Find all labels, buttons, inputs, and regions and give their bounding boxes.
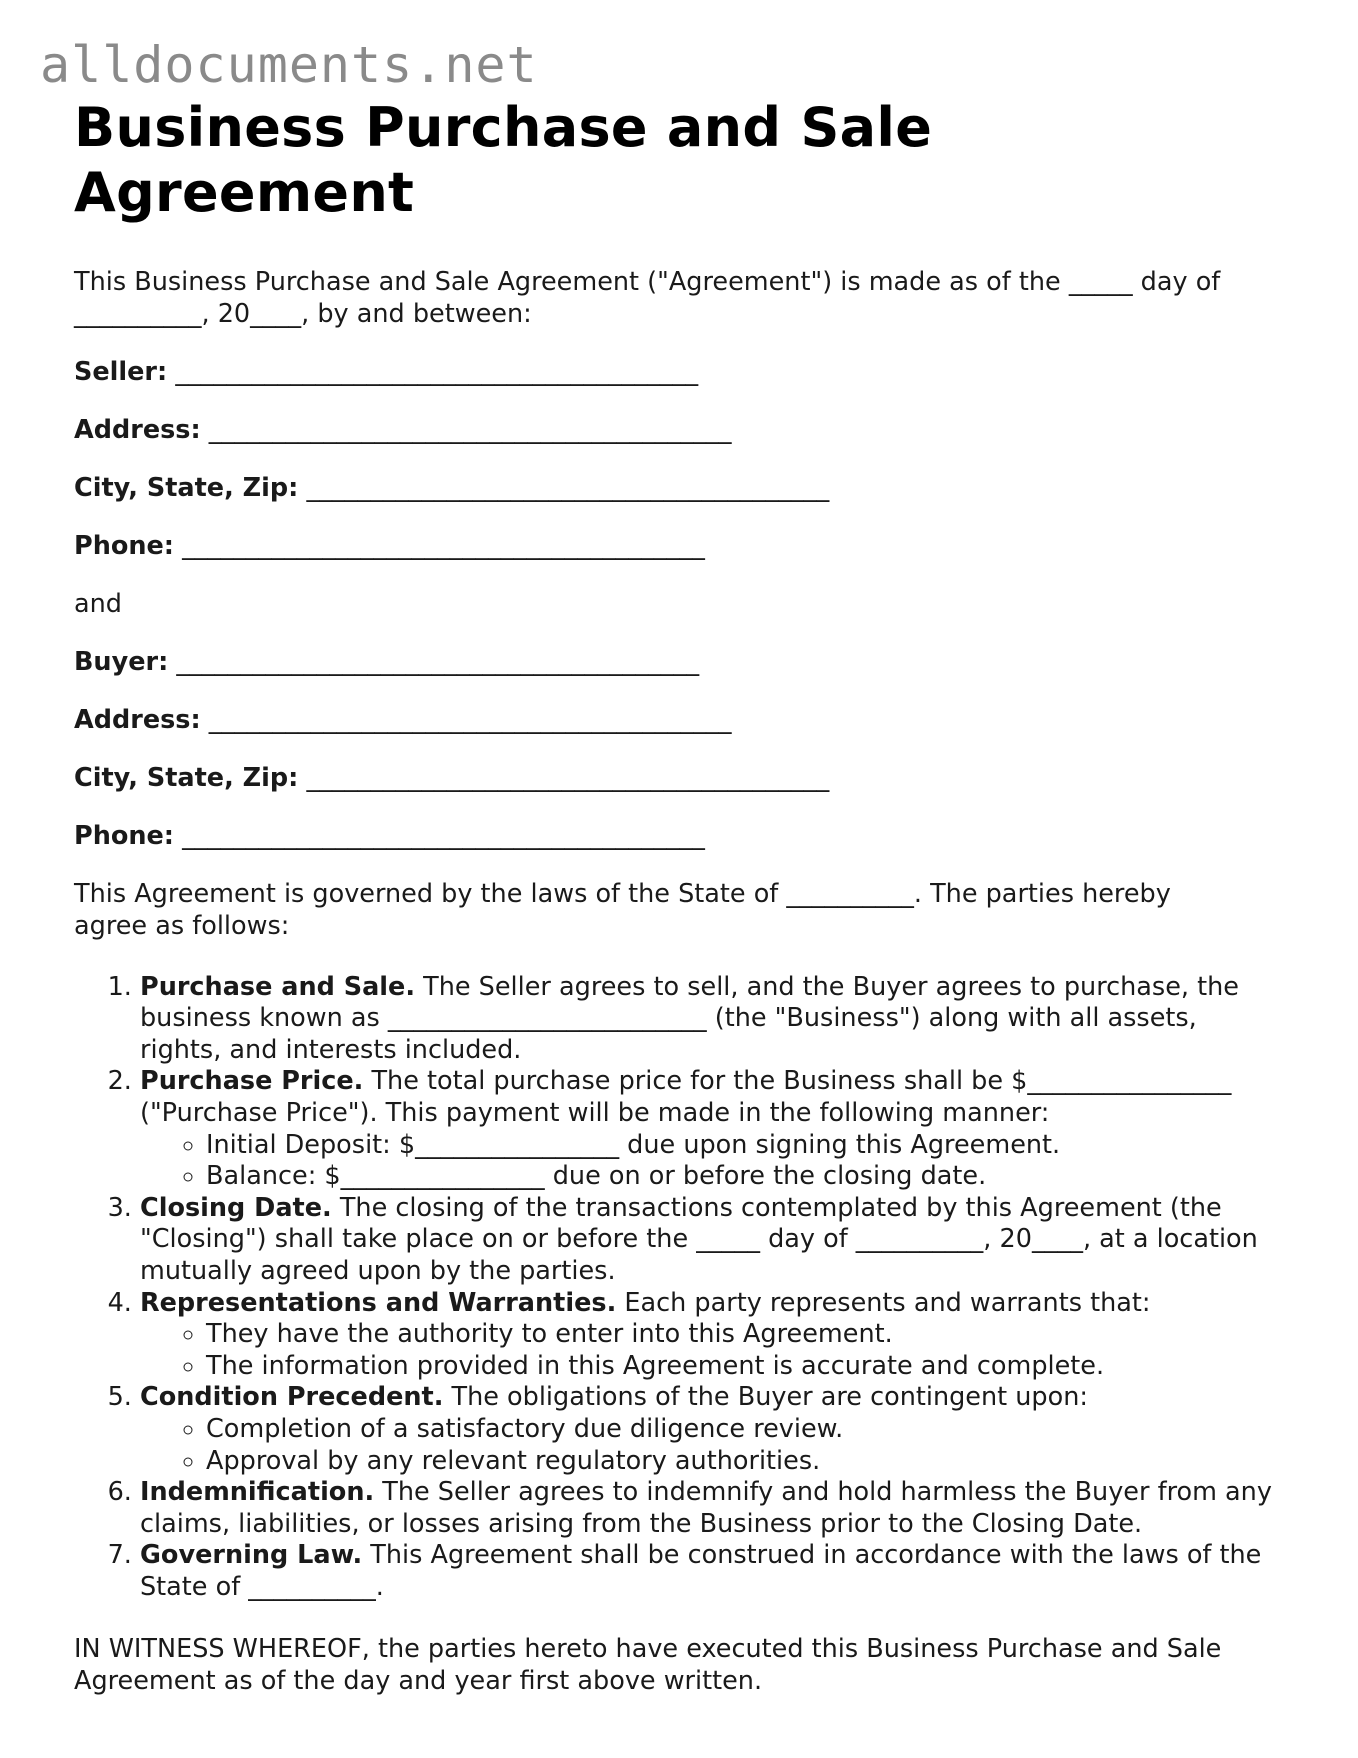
list-item: ◦ Completion of a satisfactory due diligence review. [206, 1414, 1274, 1446]
clause-title: Closing Date. [140, 1192, 332, 1223]
clause-text: The Seller agrees to indemnify and hold harmless the Buyer from any claims, liabilities, or losses arising from the Business prior to the Closing Date. [140, 1477, 1272, 1539]
clause-closing-date [140, 1193, 1274, 1288]
clause-text: The Seller agrees to sell, and the Buyer agrees to purchase, the business known as _________________________ (the "Business") along with all assets, rights, and interests included. [140, 971, 1239, 1065]
field-label: Buyer: [74, 646, 169, 677]
document-page [74, 96, 1274, 1697]
clause-text: The obligations of the Buyer are contingent upon: [443, 1382, 1088, 1413]
clause-text: This Agreement shall be construed in accordance with the laws of the State of __________. [140, 1540, 1262, 1602]
payment-terms-list [140, 1130, 1274, 1193]
witness-line-2: Agreement as of the day and year first above written. [74, 1666, 763, 1697]
clause-text: Each party represents and warrants that: [616, 1287, 1151, 1318]
clause-title: Governing Law. [140, 1540, 363, 1571]
clause-governing-law [140, 1540, 1274, 1603]
clause-text: The total purchase price for the Business shall be $________________ ("Purchase Price"). This payment will be made in the following manner: [140, 1066, 1232, 1128]
clause-title: Indemnification. [140, 1477, 375, 1508]
buyer-phone-field[interactable] [74, 820, 1274, 852]
seller-city-field[interactable] [74, 472, 1274, 504]
clause-representations [140, 1288, 1274, 1383]
field-label: Address: [74, 704, 201, 735]
intro-line-2: __________, 20____, by and between: [74, 298, 532, 329]
list-item: ◦ They have the authority to enter into this Agreement. [206, 1319, 1274, 1351]
field-label: Address: [74, 414, 201, 445]
seller-name-field[interactable] [74, 356, 1274, 388]
list-item-initial-deposit: ◦ Initial Deposit: $________________ due upon signing this Agreement. [206, 1130, 1274, 1162]
page-title: Business Purchase and Sale Agreement [74, 96, 933, 224]
field-blank[interactable]: _________________________________________ [182, 530, 705, 561]
field-label: Seller: [74, 356, 168, 387]
field-blank[interactable]: _________________________________________ [208, 414, 732, 445]
list-item: ◦ Approval by any relevant regulatory authorities. [206, 1446, 1274, 1478]
governed-line-2: agree as follows: [74, 910, 290, 941]
field-blank[interactable]: _________________________________________ [175, 356, 699, 387]
watermark: alldocuments.net [40, 36, 538, 94]
seller-address-field[interactable] [74, 414, 1274, 446]
witness-statement [74, 1633, 1274, 1697]
clause-title: Representations and Warranties. [140, 1287, 617, 1318]
witness-line-1: IN WITNESS WHEREOF, the parties hereto have executed this Business Purchase and Sale [74, 1634, 1222, 1665]
clause-purchase-price [140, 1066, 1274, 1192]
field-label: City, State, Zip: [74, 762, 299, 793]
clause-title: Purchase Price. [140, 1066, 364, 1097]
conditions-list [140, 1414, 1274, 1477]
clause-indemnification [140, 1477, 1274, 1540]
list-item-balance: ◦ Balance: $________________ due on or before the closing date. [206, 1161, 1274, 1193]
clause-title: Purchase and Sale. [140, 971, 416, 1002]
buyer-name-field[interactable] [74, 646, 1274, 678]
warranties-list [140, 1319, 1274, 1382]
list-item: ◦ The information provided in this Agreement is accurate and complete. [206, 1351, 1274, 1383]
clause-condition-precedent [140, 1382, 1274, 1477]
intro-paragraph [74, 266, 1274, 330]
field-blank[interactable]: _________________________________________ [306, 762, 830, 793]
field-blank[interactable]: _________________________________________ [208, 704, 732, 735]
buyer-address-field[interactable] [74, 704, 1274, 736]
seller-phone-field[interactable] [74, 530, 1274, 562]
buyer-city-field[interactable] [74, 762, 1274, 794]
field-blank[interactable]: _________________________________________ [306, 472, 830, 503]
governing-statement [74, 878, 1274, 942]
field-blank[interactable]: _________________________________________ [182, 820, 705, 851]
clause-list [74, 972, 1274, 1604]
field-label: Phone: [74, 530, 175, 561]
clause-purchase-and-sale [140, 972, 1274, 1067]
clause-title: Condition Precedent. [140, 1382, 444, 1413]
and-separator: and [74, 588, 122, 619]
field-blank[interactable]: _________________________________________ [176, 646, 700, 677]
intro-line-1: This Business Purchase and Sale Agreement ("Agreement") is made as of the _____ day of [74, 266, 1221, 297]
clause-text: The closing of the transactions contemplated by this Agreement (the "Closing") shall take place on or before the _____ day of __________, 20____, at a location mutually agreed upon by the parties. [140, 1192, 1258, 1286]
field-label: City, State, Zip: [74, 472, 299, 503]
governed-line-1: This Agreement is governed by the laws of the State of __________. The parties hereby [74, 878, 1171, 909]
field-label: Phone: [74, 820, 175, 851]
